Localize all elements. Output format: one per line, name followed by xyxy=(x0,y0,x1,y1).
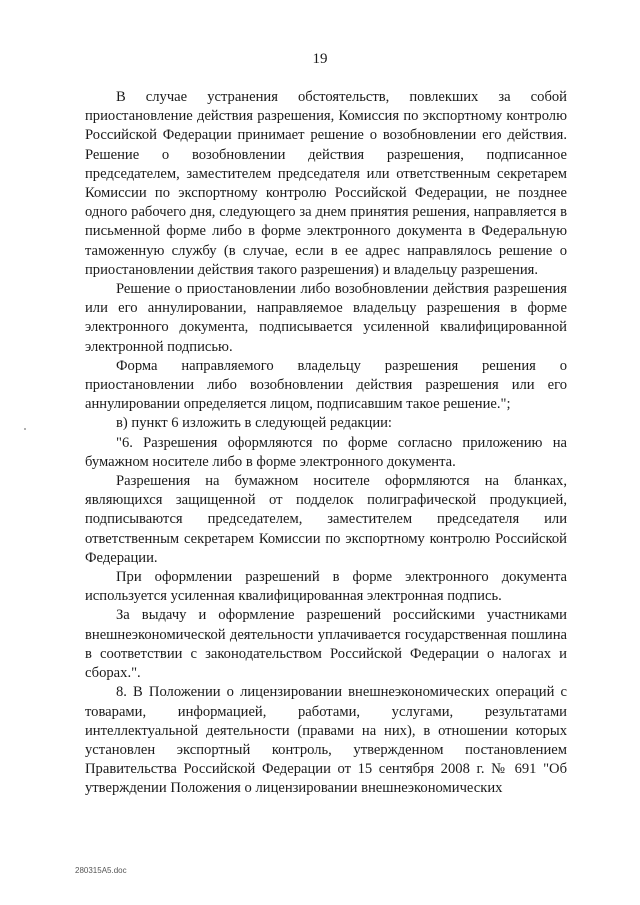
paragraph-decision-form: Форма направляемого владельцу разрешения решения о приостановлении либо возобновлении действия разрешения или его аннулировании определяется лицом, подписавшим такое решение."; xyxy=(85,357,567,413)
paragraph-resumption-decision: В случае устранения обстоятельств, повлекших за собой приостановление действия разрешения, Комиссия по экспортному контролю Российской Федерации принимает решение о возобновлении его действия. Решение о возобновлении действия разрешения, подписанное председателем, заместителем председателя или ответственным секретарем Комиссии по экспортному контролю Российской Федерации, не позднее одного рабочего дня, следующего за днем принятия решения, направляется в письменной форме либо в форме электронного документа в Федеральную таможенную службу (в случае, если в ее адрес направлялось решение о приостановлении действия такого разрешения) и владельцу разрешения. xyxy=(85,89,567,278)
paragraph-item-6-intro: в) пункт 6 изложить в следующей редакции: xyxy=(116,415,392,432)
paragraph-electronic-permits: При оформлении разрешений в форме электронного документа используется усиленная квалифицированная электронная подпись. xyxy=(85,569,567,605)
page-number: 19 xyxy=(312,51,328,67)
document-body xyxy=(85,88,567,799)
paragraph-item-8-licensing: 8. В Положении о лицензировании внешнеэкономических операций с товарами, информацией, работами, услугами, результатами интеллектуальной деятельности (правами на них), в отношении которых установлен экспортный контроль, утвержденном постановлением Правительства Российской Федерации от 15 сентября 2008 г. № 691 "Об утверждении Положения о лицензировании внешнеэкономических xyxy=(85,684,567,797)
paragraph-item-6-permits-form: "6. Разрешения оформляются по форме согласно приложению на бумажном носителе либо в форме электронного документа. xyxy=(85,434,567,470)
margin-mark xyxy=(24,428,26,430)
paragraph-paper-permits: Разрешения на бумажном носителе оформляются на бланках, являющихся защищенной от подделок полиграфической продукцией, подписываются председателем, заместителем председателя или ответственным секретарем Комиссии по экспортному контролю Российской Федерации. xyxy=(85,473,567,566)
footer-filename: 280315A5.doc xyxy=(75,866,127,875)
paragraph-state-fee: За выдачу и оформление разрешений российскими участниками внешнеэкономической деятельности уплачивается государственная пошлина в соответствии с законодательством Российской Федерации о налогах и сборах.". xyxy=(85,607,567,682)
paragraph-electronic-signature-decision: Решение о приостановлении либо возобновлении действия разрешения или его аннулировании, направляемое владельцу разрешения в форме электронного документа, подписывается усиленной квалифицированной электронной подписью. xyxy=(85,281,567,355)
